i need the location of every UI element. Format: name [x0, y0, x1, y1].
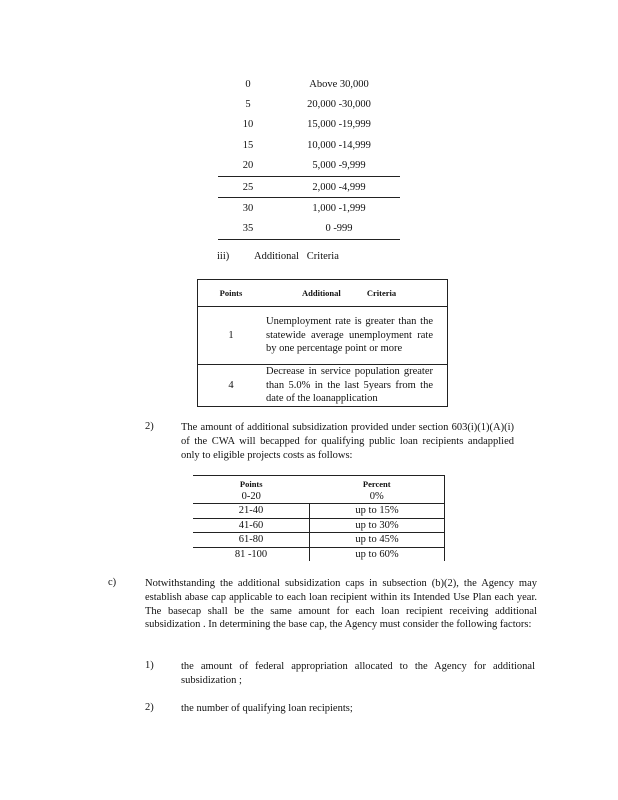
points-header: Points — [239, 479, 263, 489]
table-row: 61-80 up to 45% — [193, 533, 445, 548]
percent-header: Percent — [310, 476, 445, 489]
criteria-header — [264, 280, 448, 307]
table-row: 35 0 -999 — [218, 219, 400, 240]
table-row: 15 10,000 -14,999 — [242, 139, 371, 151]
additional-header: Additional — [302, 288, 341, 298]
table-row: 41-60 up to 30% — [193, 518, 445, 533]
table-row: 10 15,000 -19,999 — [242, 119, 371, 131]
table-row: 20 5,000 -9,999 — [242, 160, 366, 172]
table-row: 1 Unemployment rate is greater than the statewide average unemployment rate by one percentage point or more — [198, 307, 448, 365]
factor-1-marker: 1) — [145, 660, 154, 671]
item-c-text: Notwithstanding the additional subsidization caps in subsection (b)(2), the Agency may establish abase cap applicable to each loan recipient within its Intended Use Plan each year. The basecap shall be the same amount for each loan recipient receiving additional subsidization . In determining the base cap, the Agency must consider the following factors: — [145, 578, 537, 631]
income-points-table — [218, 74, 400, 240]
table-row: 30 1,000 -1,999 — [218, 198, 400, 219]
factor-2-marker: 2) — [145, 702, 154, 713]
criteria-header-label: Criteria — [366, 288, 397, 298]
table-row: 4 Decrease in service population greater than 5.0% in the last 5years from the date of the loanapplication — [198, 365, 448, 407]
additional-criteria-table — [197, 279, 448, 407]
table-header-row — [193, 476, 445, 489]
table-row: 81 -100 up to 60% — [193, 547, 445, 561]
item-c-marker: c) — [108, 577, 117, 588]
table-row: 25 2,000 -4,999 — [218, 176, 400, 197]
item-2-text: The amount of additional subsidization provided under section 603(i)(1)(A)(i) of the CWA will becapped for qualifying public loan recipients andapplied only to eligible projects costs as follows: — [181, 422, 514, 461]
item-2-marker: 2) — [145, 421, 154, 432]
subsidy-percent-table — [193, 476, 445, 561]
section-iii-title: Additional Criteria — [254, 251, 339, 262]
section-iii-marker: iii) — [217, 251, 230, 262]
table-row: 0-20 0% — [193, 489, 445, 504]
table-header-row — [198, 280, 448, 307]
factor-1-text: the amount of federal appropriation allocated to the Agency for additional subsidization ; — [181, 661, 535, 686]
factor-2-text: the number of qualifying loan recipients; — [181, 703, 353, 714]
table-row: 0 Above 30,000 — [245, 78, 369, 90]
table-row: 21-40 up to 15% — [193, 504, 445, 519]
table-row: 5 20,000 -30,000 — [245, 99, 371, 111]
points-header: Points — [198, 280, 265, 307]
